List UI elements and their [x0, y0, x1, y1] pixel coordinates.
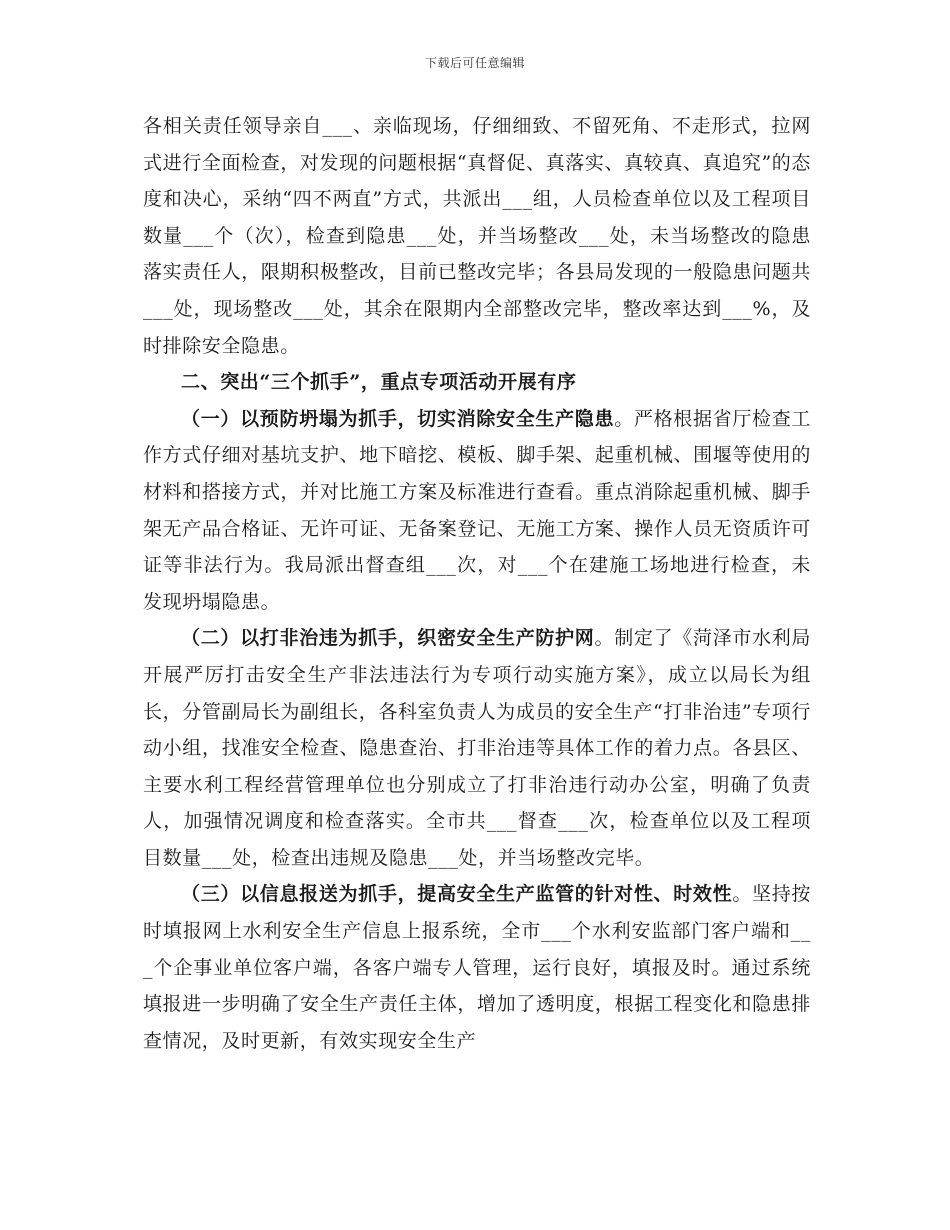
subheading-1: （一）以预防坍塌为抓手，切实消除安全生产隐患 [181, 407, 615, 430]
subheading-3: （三）以信息报送为抓手，提高安全生产监管的针对性、时效性 [181, 883, 733, 906]
paragraph-illegal-crackdown [143, 620, 811, 876]
page-header: 下载后可任意编辑 [424, 56, 525, 70]
paragraph-inspection-summary: 各相关责任领导亲自___、亲临现场，仔细细致、不留死角、不走形式，拉网式进行全面检查，对发现的问题根据“真督促、真落实、真较真、真追究”的态度和决心，采纳“四不两直”方式，共派出___组，人员检查单位以及工程项目数量___个（次），检查到隐患___处，并当场整改___处，未当场整改的隐患落实责任人，限期积极整改，目前已整改完毕；各县局发现的一般隐患问题共___处，现场整改___处，其余在限期内全部整改完毕，整改率达到___%，及时排除安全隐患。 [143, 115, 811, 357]
paragraph-info-reporting [143, 876, 811, 1059]
paragraph-text: 。坚持按时填报网上水利安全生产信息上报系统，全市___个水利安监部门客户端和___个企事业单位客户端，各客户端专人管理，运行良好，填报及时。通过系统填报进一步明确了安全生产责任主体，增加了透明度，根据工程变化和隐患排查情况，及时更新，有效实现安全生产 [143, 883, 811, 1052]
paragraph-text: 。制定了《菏泽市水利局开展严厉打击安全生产非法违法行为专项行动实施方案》，成立以局长为组长，分管副局长为副组长，各科室负责人为成员的安全生产“打非治违”专项行动小组，找准安全检查、隐患查治、打非治违等具体工作的着力点。各县区、主要水利工程经营管理单位也分别成立了打非治违行动办公室，明确了负责人，加强情况调度和检查落实。全市共___督查___次，检查单位以及工程项目数量___处，检查出违规及隐患___处，并当场整改完毕。 [143, 627, 811, 869]
paragraph-text: 。严格根据省厅检查工作方式仔细对基坑支护、地下暗挖、模板、脚手架、起重机械、围堰等使用的材料和搭接方式，并对比施工方案及标准进行查看。重点消除起重机械、脚手架无产品合格证、无许可证、无备案登记、无施工方案、操作人员无资质许可证等非法行为。我局派出督查组___次，对___个在建施工场地进行检查，未发现坍塌隐患。 [143, 407, 811, 613]
document-body [143, 108, 811, 1059]
section-heading-2: 二、突出“三个抓手”，重点专项活动开展有序 [181, 371, 577, 394]
subheading-2: （二）以打非治违为抓手，织密安全生产防护网 [181, 627, 595, 650]
paragraph-collapse-prevention [143, 401, 811, 621]
